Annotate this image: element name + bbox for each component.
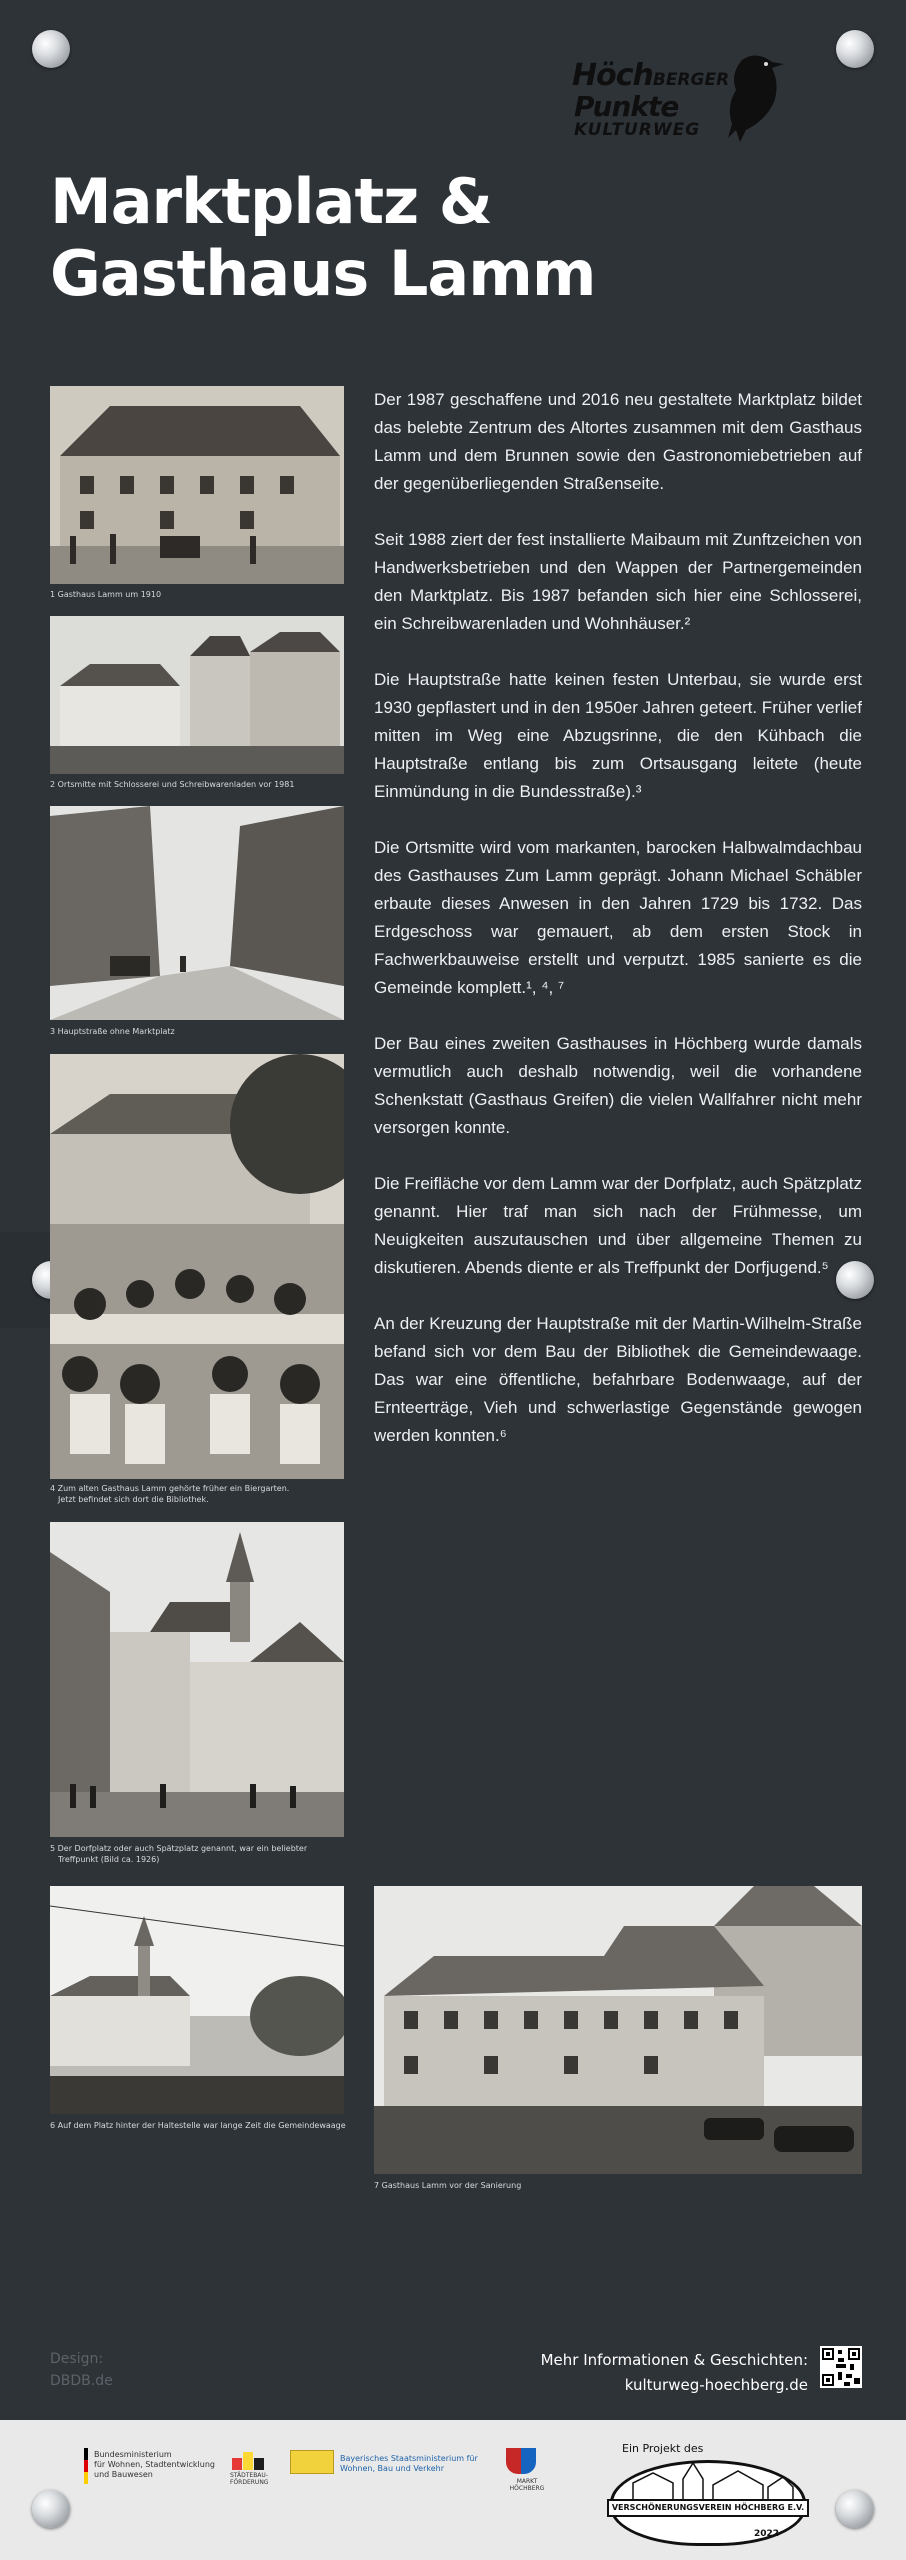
- logo-line1: HöchBERGER: [572, 58, 730, 93]
- caption-5a: 5 Der Dorfplatz oder auch Spätzplatz genannt, war ein beliebter: [50, 1844, 308, 1853]
- title-line2: Gasthaus Lamm: [50, 237, 596, 310]
- caption-6: 6 Auf dem Platz hinter der Haltestelle war lange Zeit die Gemeindewaage: [50, 2121, 346, 2130]
- staedtebau-line1: STÄDTEBAU-: [230, 2472, 268, 2479]
- more-info-label: Mehr Informationen & Geschichten:: [540, 2351, 808, 2369]
- caption-4b: Jetzt befindet sich dort die Bibliothek.: [58, 1495, 209, 1504]
- badge-year: 2022: [753, 2529, 779, 2539]
- caption-2: 2 Ortsmitte mit Schlosserei und Schreibwarenladen vor 1981: [50, 780, 295, 789]
- screw-top-left: [32, 30, 70, 68]
- logo-line2: Punkte: [574, 90, 679, 123]
- paragraph-7: An der Kreuzung der Hauptstraße mit der Martin-Wilhelm-Straße befand sich vor dem Bau der Bibliothek die Gemeindewaage. Das war eine öffentliche, befahrbare Bodenwaage, auf der Ernteerträge, Vieh und schwerlastige Gegenstände gewogen werden konnten.⁶: [374, 1314, 862, 1445]
- screw-bottom-right: [836, 2490, 874, 2528]
- verein-name: VERSCHÖNERUNGSVEREIN HÖCHBERG E.V.: [607, 2499, 809, 2517]
- paragraph-4: Die Ortsmitte wird vom markanten, barocken Halbwalmdachbau des Gasthauses Zum Lamm geprägt. Johann Michael Schäbler erbaute dieses Anwesen in den Jahren 1729 bis 1732. Das Erdgeschoss war gemauert, ab dem ersten Stock in Fachwerkbauweise erstellt und verputzt. 1985 sanierte es die Gemeinde komplett.¹, ⁴, ⁷: [374, 838, 862, 997]
- bmwsb-line1: Bundesministerium: [94, 2450, 172, 2459]
- staedtebau-icon: [230, 2448, 266, 2470]
- more-info: [480, 2348, 808, 2398]
- page-title: [50, 166, 595, 310]
- photo-ortsmitte: [50, 616, 344, 774]
- caption-3: 3 Hauptstraße ohne Marktplatz: [50, 1027, 175, 1036]
- staedtebau-line2: FÖRDERUNG: [230, 2479, 269, 2486]
- caption-7: 7 Gasthaus Lamm vor der Sanierung: [374, 2181, 522, 2190]
- screw-bottom-left: [32, 2490, 70, 2528]
- photo-gasthaus-vor-sanierung: [374, 1886, 862, 2174]
- raven-icon: [722, 50, 792, 145]
- staedtebau-logo: [230, 2448, 269, 2486]
- caption-1: 1 Gasthaus Lamm um 1910: [50, 590, 162, 599]
- bmwsb-line3: und Bauwesen: [94, 2470, 153, 2479]
- photo-gemeindewaage: [50, 1886, 344, 2114]
- verein-badge: [610, 2460, 806, 2546]
- village-skyline-icon: [613, 2461, 803, 2501]
- paragraph-6: Die Freifläche vor dem Lamm war der Dorfplatz, auch Spätzplatz genannt. Hier traf man sich nach der Frühmesse, um Neuigkeiten auszutauschen und über allgemeine Themen zu diskutieren. Abends diente er als Treffpunkt der Dorfjugend.⁵: [374, 1174, 862, 1277]
- paragraph-3: Die Hauptstraße hatte keinen festen Unterbau, sie wurde erst 1930 gepflastert und in den 1950er Jahren geteert. Früher verlief mitten im Weg eine Abzugsrinne, die den Kühbach die Hauptstraße entlang bis zum Ortsausgang leitete (heute Einmündung in die Bundesstraße).³: [374, 670, 862, 801]
- text-column: [374, 386, 862, 1478]
- sponsor-footer: [0, 2420, 906, 2560]
- design-link[interactable]: DBDB.de: [50, 2373, 113, 2389]
- photo-biergarten: [50, 1054, 344, 1479]
- photo-dorfplatz: [50, 1522, 344, 1837]
- project-label: Ein Projekt des: [622, 2442, 704, 2455]
- markt-line1: MARKT: [516, 2478, 538, 2485]
- design-label: Design:: [50, 2351, 104, 2367]
- caption-4a: 4 Zum alten Gasthaus Lamm gehörte früher ein Biergarten.: [50, 1484, 290, 1493]
- bmwsb-line2: für Wohnen, Stadtentwicklung: [94, 2460, 215, 2469]
- qr-code[interactable]: [820, 2346, 862, 2388]
- design-credit: [50, 2348, 113, 2392]
- screw-top-right: [836, 30, 874, 68]
- kulturweg-logo: [572, 50, 794, 145]
- bayern-line1: Bayerisches Staatsministerium für: [340, 2454, 478, 2463]
- photo-hauptstrasse: [50, 806, 344, 1020]
- bavarian-crest-icon: [290, 2450, 334, 2474]
- paragraph-1: Der 1987 geschaffene und 2016 neu gestaltete Marktplatz bildet das belebte Zentrum des Altortes zusammen mit dem Gasthaus Lamm und dem Brunnen sowie den Gastronomiebetrieben auf der gegenüberliegenden Straßenseite.: [374, 390, 862, 493]
- paragraph-2: Seit 1988 ziert der fest installierte Maibaum mit Zunftzeichen von Handwerksbetrieben und den Wappen der Partnergemeinden den Marktplatz. Bis 1987 befanden sich hier eine Schlosserei, ein Schreibwarenladen und Wohnhäuser.²: [374, 530, 862, 633]
- paragraph-5: Der Bau eines zweiten Gasthauses in Höchberg wurde damals vermutlich auch deshalb notwendig, weil die vorhandene Schenkstatt (Gasthaus Greifen) die vielen Wallfahrer nicht mehr versorgen konnte.: [374, 1034, 862, 1137]
- markt-line2: HÖCHBERG: [509, 2485, 545, 2492]
- coat-of-arms-icon: [506, 2448, 536, 2474]
- logo-line3: KULTURWEG: [574, 120, 701, 140]
- title-line1: Marktplatz &: [50, 165, 492, 238]
- photo-gasthaus-1910: [50, 386, 344, 584]
- caption-5b: Treffpunkt (Bild ca. 1926): [58, 1855, 160, 1864]
- german-flag-icon: [84, 2448, 88, 2484]
- website-link[interactable]: kulturweg-hoechberg.de: [624, 2376, 808, 2394]
- bayern-line2: Wohnen, Bau und Verkehr: [340, 2464, 445, 2473]
